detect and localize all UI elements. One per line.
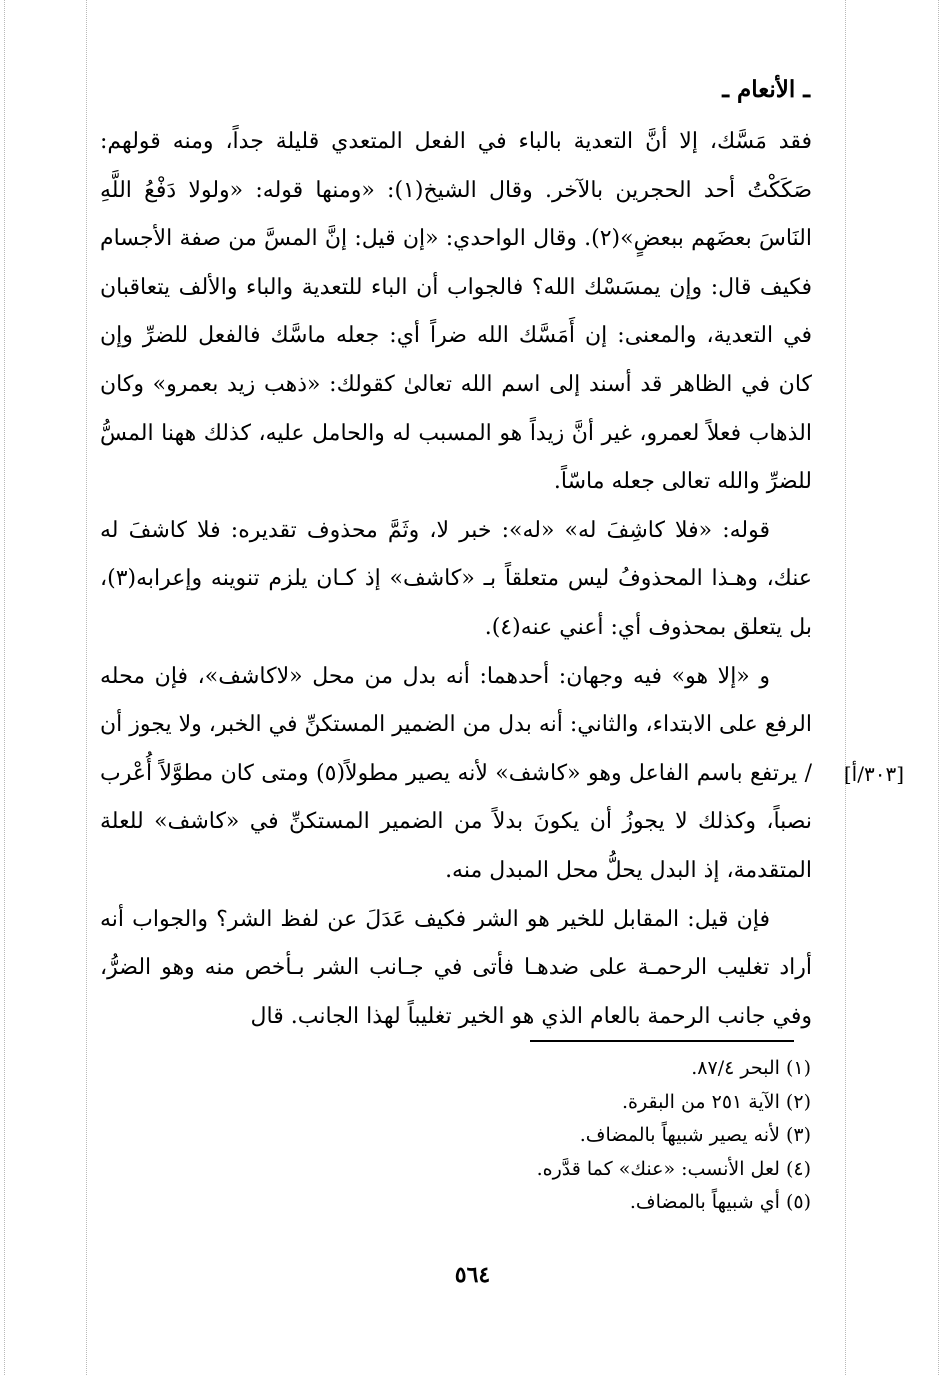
paragraph-4: فإن قيل: المقابل للخير هو الشر فكيف عَدَلَ عن لفظ الشر؟ والجواب أنه أراد تغليب الرحمـة على ضدهـا فأتى في جـانب الشر بـأخص منه وهو الضرُّ، وفي جانب الرحمة بالعام الذي هو الخير تغليباً لهذا الجانب. قال: [100, 906, 812, 1029]
footnote-4: (٤) لعل الأنسب: «عنك» كما قدَّره.: [536, 1157, 811, 1180]
margin-guide-left: [4, 0, 5, 1375]
footnote-1: (١) البحر ٨٧/٤.: [691, 1057, 811, 1079]
footnote-3: (٣) لأنه يصير شبيهاً بالمضاف.: [579, 1124, 811, 1146]
footnote-separator: [530, 1040, 794, 1042]
body-text: [100, 118, 904, 1041]
page-number: ٥٦٤: [454, 1262, 491, 1288]
footnotes: [211, 1052, 811, 1220]
margin-guide-right-inner: [845, 0, 846, 1375]
footnote-5: (٥) أي شبيهاً بالمضاف.: [629, 1191, 811, 1213]
margin-guide-right: [938, 0, 939, 1375]
footnote-2: (٢) الآية ٢٥١ من البقرة.: [622, 1090, 811, 1113]
paragraph-1: فقد مَسَّك، إلا أنَّ التعدية بالباء في الفعل المتعدي قليلة جداً، ومنه قولهم: صَكَكْتُ أحد الحجرين بالآخر. وقال الشيخ(١): «ومنها قوله: «ولولا دَفْعُ اللَّهِ النَاسَ بعضَهم ببعضٍ»(٢). وقال الواحدي: «إن قيل: إنَّ المسَّ من صفة الأجسام فكيف قال: وإن يمسَسْك الله؟ فالجواب أن الباء للتعدية والباء والألف يتعاقبان في التعدية، والمعنى: إن أَمَسَّك الله ضراً أي: جعله ماسَّك فالفعل للضرِّ وإن كان في الظاهر قد أسند إلى اسم الله تعالىٰ كقولك: «ذهب زيد بعمرو» وكان الذهاب فعلاً لعمرو، غير أنَّ زيداً هو المسبب له والحامل عليه، كذلك ههنا المسُّ للضرِّ والله تعالى جعله ماسّاً.: [100, 129, 812, 495]
running-header: ـ الأنعام ـ: [722, 76, 810, 103]
page-content: [100, 70, 904, 1041]
paragraph-3-wrapper: [100, 653, 904, 896]
paragraph-3: و «إلا هو» فيه وجهان: أحدهما: أنه بدل من محل «لاكاشف»، فإن محله الرفع على الابتداء، والثاني: أنه بدل من الضمير المستكنِّ في الخبر، ولا يجوز أن / يرتفع باسم الفاعل وهو «كاشف» لأنه يصير مطولاً(٥) ومتى كان مطوَّلاً أُعْرب نصباً، وكذلك لا يجوزُ أن يكونَ بدلاً من الضمير المستكنِّ في «كاشف» للعلة المتقدمة، إذ البدل يحلُّ محل المبدل منه.: [100, 663, 812, 883]
paragraph-2: قوله: «فلا كاشِفَ له» «له»: خبر لا، وثَمَّ محذوف تقديره: فلا كاشفَ له عنك، وهـذا المحذوفُ ليس متعلقاً بـ «كاشف» إذ كـان يلزم تنوينه وإعرابه(٣)، بل يتعلق بمحذوف أي: أعني عنه(٤).: [100, 517, 812, 640]
margin-guide-left-inner: [86, 0, 87, 1375]
margin-folio-note: [٣٠٣/أ]: [843, 761, 904, 786]
